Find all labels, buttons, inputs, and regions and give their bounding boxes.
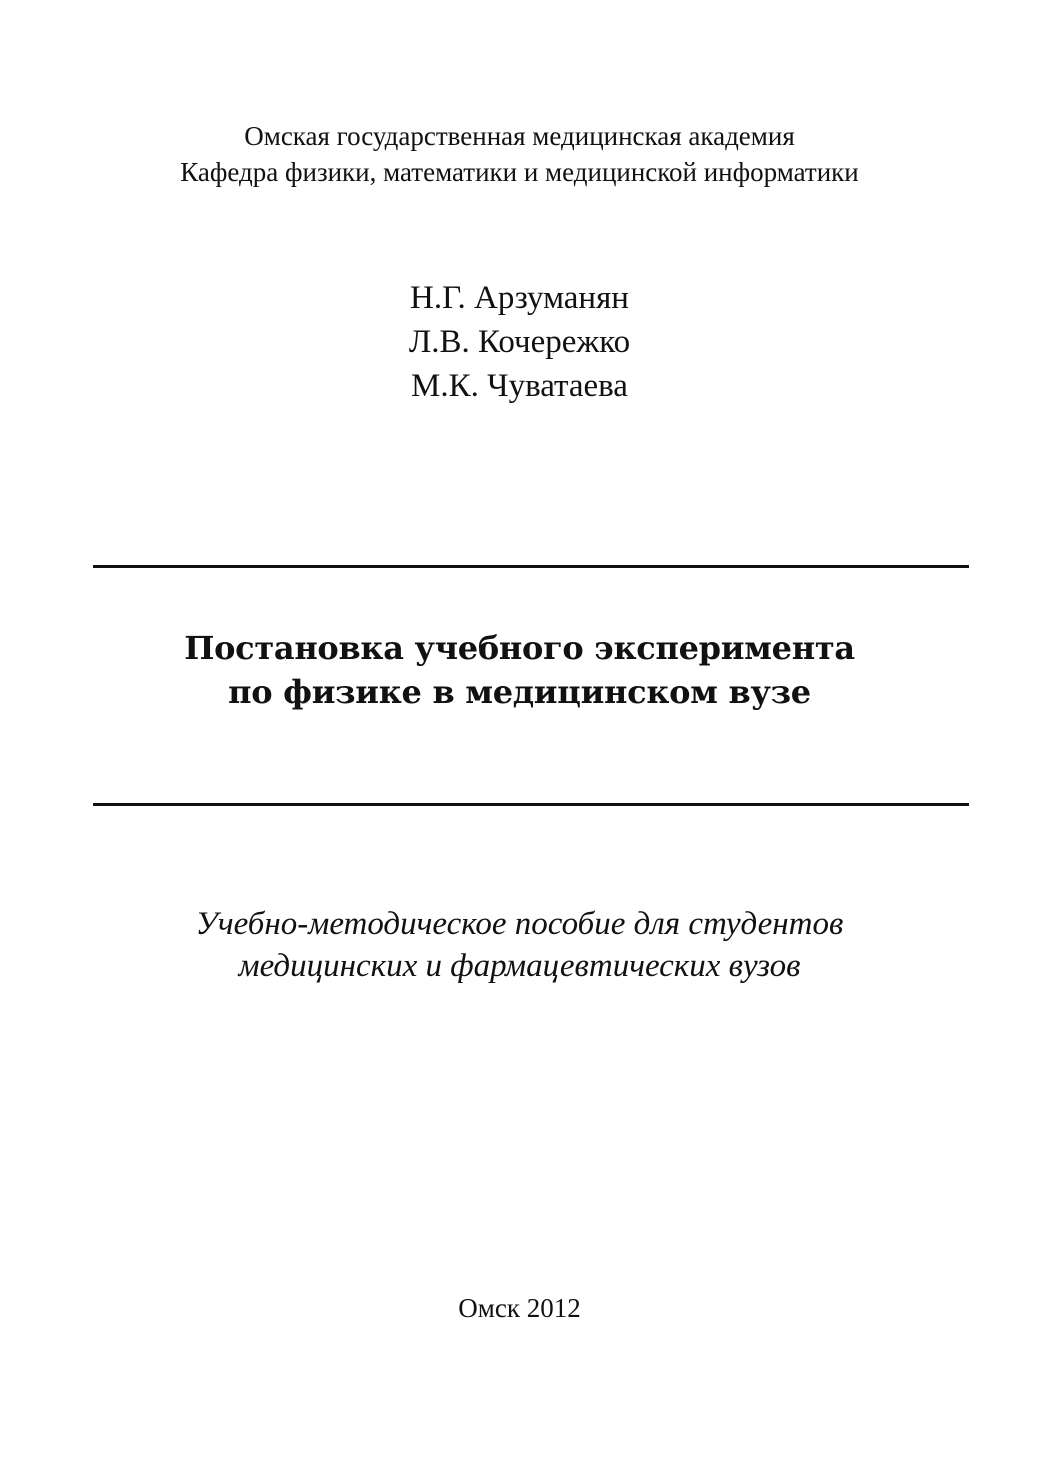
author-list (0, 276, 1039, 408)
document-subtitle-line: медицинских и фармацевтических вузов (238, 948, 801, 984)
title-divider-top (93, 565, 969, 568)
document-title (0, 626, 1039, 714)
department-name: Кафедра физики, математики и медицинской информатики (180, 157, 859, 187)
publication-place-year (0, 1290, 1039, 1326)
author-name: Л.В. Кочережко (408, 324, 631, 360)
document-subtitle (0, 903, 1039, 987)
author-name: М.К. Чуватаева (411, 368, 628, 404)
document-subtitle-line: Учебно-методическое пособие для студентов (195, 906, 844, 942)
document-title-line: Постановка учебного эксперимента (184, 629, 855, 667)
author-name: Н.Г. Арзуманян (410, 280, 629, 316)
place-year-text: Омск 2012 (458, 1293, 581, 1323)
institution-name: Омская государственная медицинская академия (244, 121, 795, 151)
document-title-line: по физике в медицинском вузе (228, 673, 811, 711)
title-divider-bottom (93, 803, 969, 806)
institution-header (0, 118, 1039, 190)
